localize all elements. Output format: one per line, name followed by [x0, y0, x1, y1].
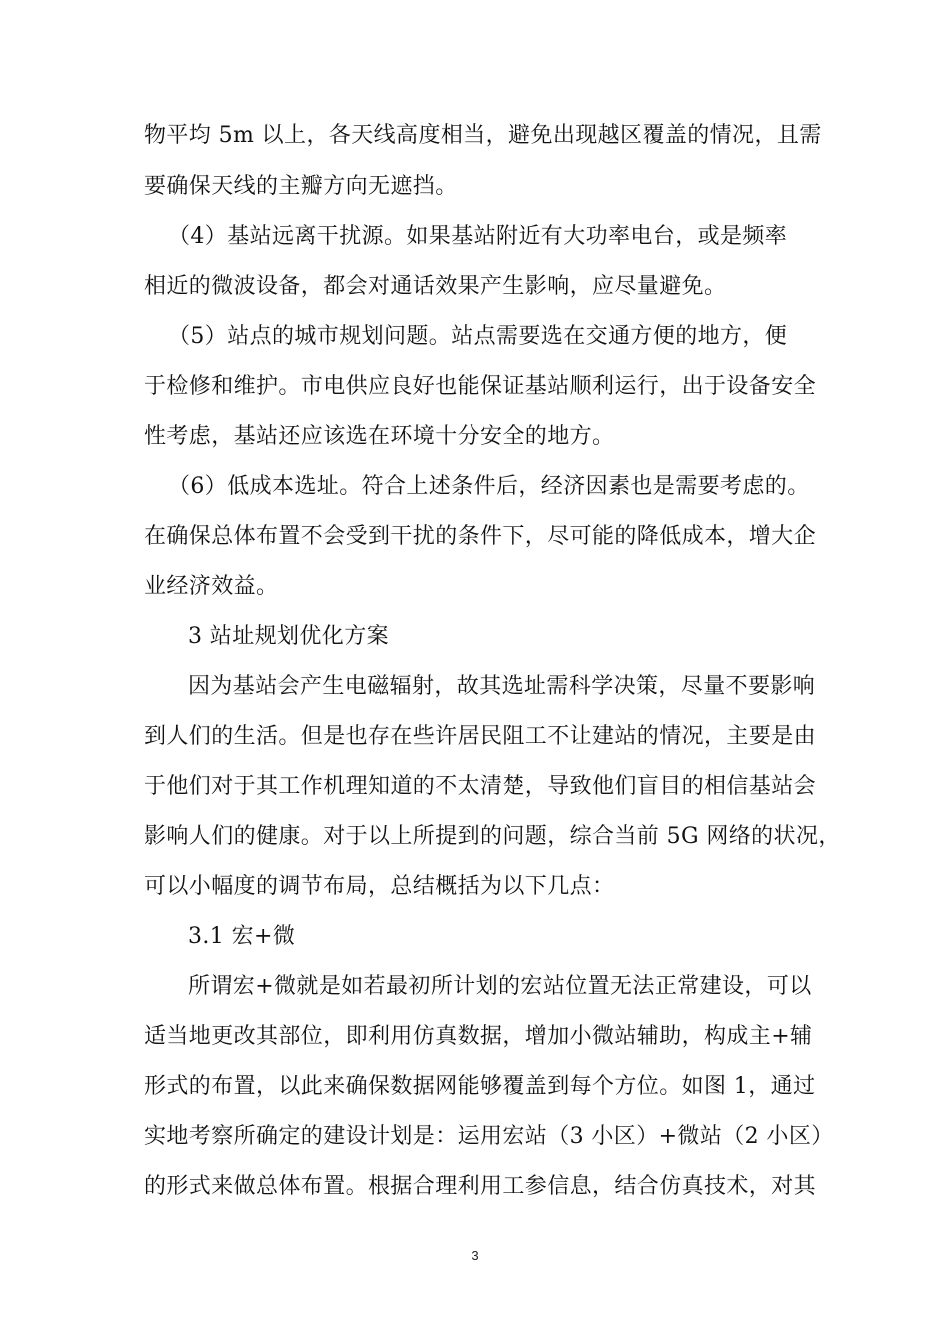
text-line: 可以小幅度的调节布局，总结概括为以下几点： [144, 874, 615, 899]
text-line: 物平均 5m 以上，各天线高度相当，避免出现越区覆盖的情况，且需 [144, 123, 822, 148]
paragraph-start: 所谓宏+微就是如若最初所计划的宏站位置无法正常建设，可以 [188, 974, 812, 999]
text-line: 适当地更改其部位，即利用仿真数据，增加小微站辅助，构成主+辅 [144, 1024, 813, 1049]
text-line: 形式的布置，以此来确保数据网能够覆盖到每个方位。如图 1，通过 [144, 1074, 816, 1099]
text-line: 于检修和维护。市电供应良好也能保证基站顺利运行，出于设备安全 [144, 374, 817, 399]
text-line: 影响人们的健康。对于以上所提到的问题，综合当前 5G 网络的状况， [144, 824, 841, 849]
page-number: 3 [471, 1248, 479, 1263]
text-line: 相近的微波设备，都会对通话效果产生影响，应尽量避免。 [144, 274, 727, 299]
subsection-heading: 3.1 宏+微 [188, 924, 296, 949]
paragraph-start: （4）基站远离干扰源。如果基站附近有大功率电台，或是频率 [168, 224, 788, 249]
paragraph-start: （6）低成本选址。符合上述条件后，经济因素也是需要考虑的。 [168, 474, 810, 499]
text-line: 业经济效益。 [144, 574, 279, 599]
section-heading: 3 站址规划优化方案 [188, 624, 389, 649]
text-line: 性考虑，基站还应该选在环境十分安全的地方。 [144, 424, 615, 449]
paragraph-start: （5）站点的城市规划问题。站点需要选在交通方便的地方，便 [168, 324, 788, 349]
text-line: 要确保天线的主瓣方向无遮挡。 [144, 174, 458, 199]
paragraph-start: 因为基站会产生电磁辐射，故其选址需科学决策，尽量不要影响 [188, 674, 816, 699]
text-line: 在确保总体布置不会受到干扰的条件下，尽可能的降低成本，增大企 [144, 524, 817, 549]
text-line: 到人们的生活。但是也存在些许居民阻工不让建站的情况，主要是由 [144, 724, 817, 749]
text-line: 于他们对于其工作机理知道的不太清楚，导致他们盲目的相信基站会 [144, 774, 817, 799]
text-line: 的形式来做总体布置。根据合理利用工参信息，结合仿真技术，对其 [144, 1174, 817, 1199]
text-line: 实地考察所确定的建设计划是：运用宏站（3 小区）+微站（2 小区） [144, 1124, 834, 1149]
